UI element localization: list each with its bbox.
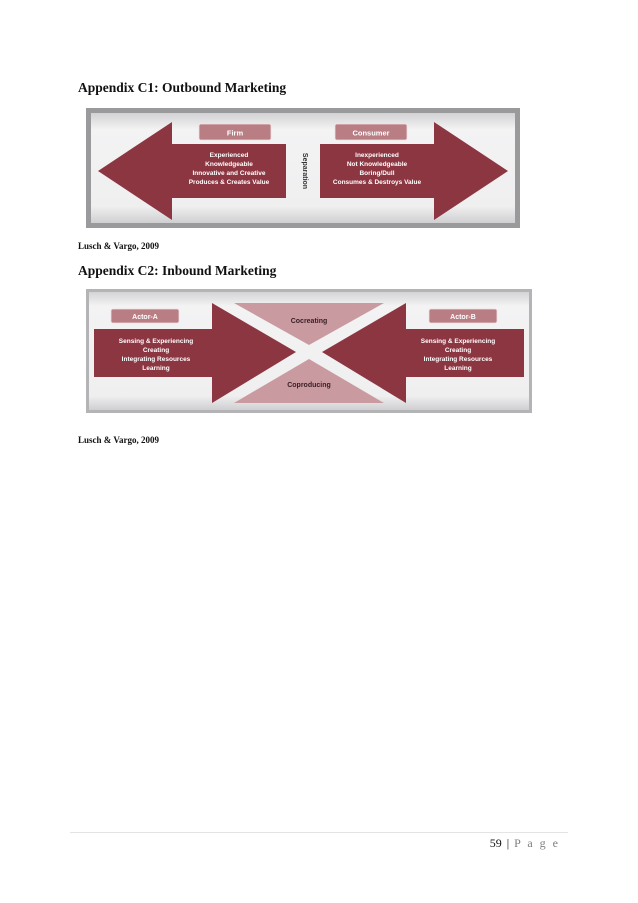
- actor-a-line: Sensing & Experiencing: [118, 338, 194, 345]
- consumer-line: Consumes & Destroys Value: [332, 179, 422, 186]
- footer-rule: [70, 832, 568, 833]
- consumer-line: Inexperienced: [355, 152, 399, 159]
- page-word: P a g e: [514, 836, 560, 850]
- actor-b-label: Actor-B: [450, 314, 476, 321]
- separation-label: Separation: [301, 152, 308, 190]
- actor-a-line: Learning: [142, 365, 170, 372]
- consumer-label: Consumer: [352, 128, 390, 138]
- cocreating-label: Cocreating: [290, 318, 328, 325]
- inbound-marketing-figure: [86, 289, 532, 413]
- firm-line: Knowledgeable: [205, 161, 253, 168]
- appendix-c2-heading: Appendix C2: Inbound Marketing: [78, 263, 277, 278]
- page-footer: [490, 836, 560, 851]
- actor-b-line: Learning: [444, 365, 472, 372]
- actor-a-line: Integrating Resources: [121, 356, 191, 363]
- page-number: 59: [489, 836, 502, 850]
- actor-b-line: Creating: [444, 347, 472, 354]
- firm-line: Innovative and Creative: [192, 170, 266, 177]
- firm-line: Produces & Creates Value: [188, 179, 270, 186]
- appendix-c1-citation: Lusch & Vargo, 2009: [78, 241, 160, 251]
- actor-b-line: Sensing & Experiencing: [420, 338, 496, 345]
- outbound-marketing-figure: [86, 108, 520, 228]
- appendix-c2-citation: Lusch & Vargo, 2009: [78, 435, 160, 445]
- actor-a-line: Creating: [142, 347, 170, 354]
- firm-line: Experienced: [209, 152, 249, 159]
- consumer-line: Not Knowledgeable: [346, 161, 408, 168]
- appendix-c1-heading: Appendix C1: Outbound Marketing: [78, 80, 287, 95]
- consumer-line: Boring/Dull: [359, 170, 395, 177]
- footer-separator: |: [506, 836, 510, 850]
- firm-label: Firm: [226, 128, 244, 138]
- actor-a-label: Actor-A: [132, 314, 158, 321]
- coproducing-label: Coproducing: [287, 382, 331, 389]
- actor-b-line: Integrating Resources: [423, 356, 493, 363]
